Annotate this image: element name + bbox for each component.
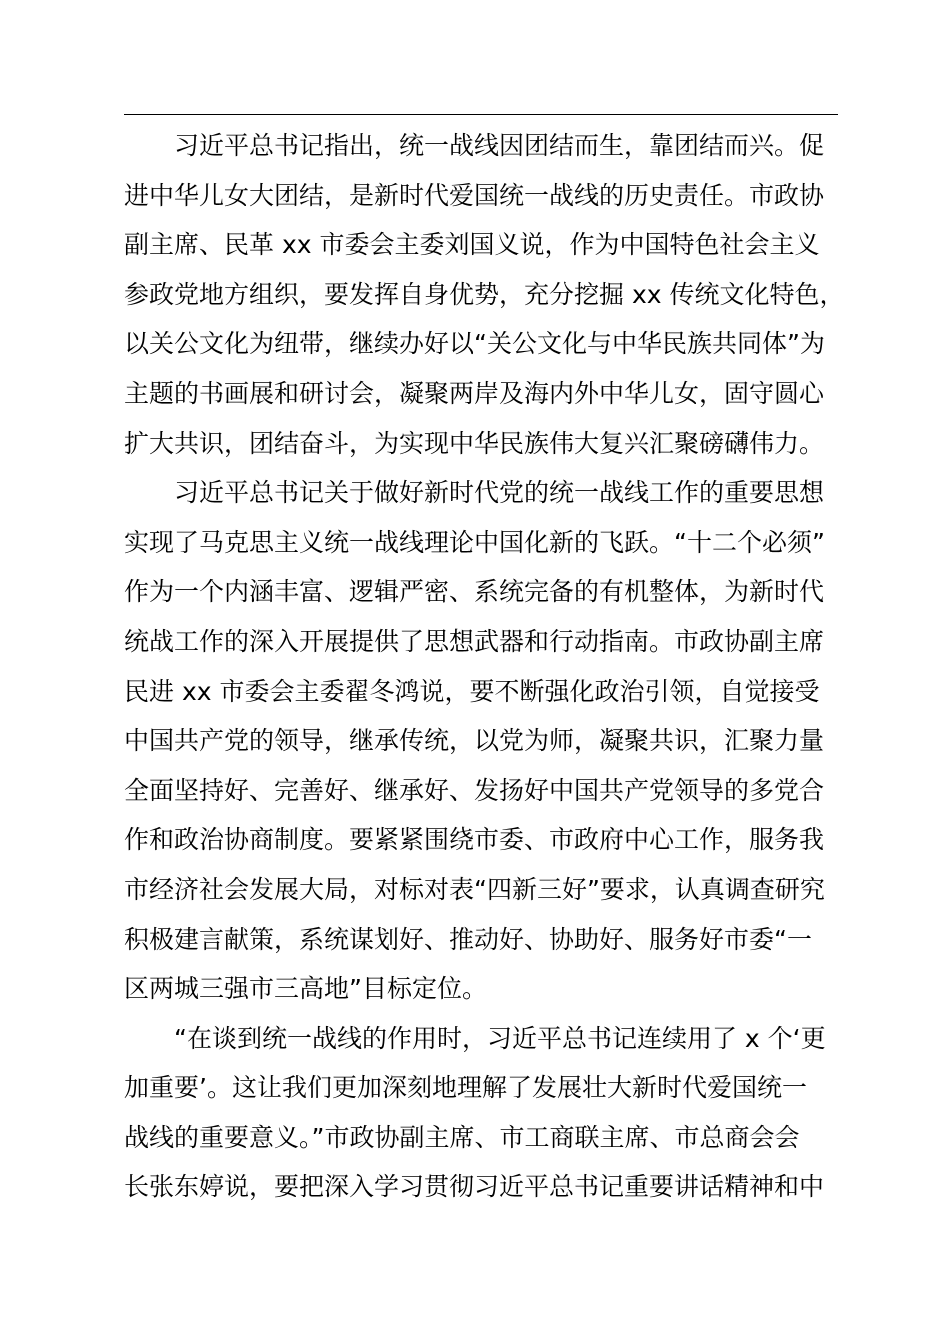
text-line: 习近平总书记指出，统一战线因团结而生，靠团结而兴。促 [174,131,825,160]
text-line: 作和政治协商制度。要紧紧围绕市委、市政府中心工作，服务我 [124,825,825,855]
text-line: 区两城三强市三高地”目标定位。 [124,974,487,1004]
text-line: 进中华儿女大团结，是新时代爱国统一战线的历史责任。市政协 [124,180,825,210]
text-line: 加重要’。这让我们更加深刻地理解了发展壮大新时代爱国统一 [124,1073,807,1103]
body-text [124,121,845,1212]
text-line: 战线的重要意义。”市政协副主席、市工商联主席、市总商会会 [124,1122,800,1152]
text-line: 扩大共识，团结奋斗，为实现中华民族伟大复兴汇聚磅礴伟力。 [124,428,825,458]
text-line: 习近平总书记关于做好新时代党的统一战线工作的重要思想 [174,478,825,508]
text-line: 副主席、民革 xx 市委会主委刘国义说，作为中国特色社会主义 [124,230,820,260]
text-line: 统战工作的深入开展提供了思想武器和行动指南。市政协副主席 [124,626,825,656]
text-line: 民进 xx 市委会主委翟冬鸿说，要不断强化政治引领，自觉接受 [124,676,820,706]
text-line: 中国共产党的领导，继承传统，以党为师，凝聚共识，汇聚力量 [124,726,825,756]
text-line: 积极建言献策，系统谋划好、推动好、协助好、服务好市委“一 [124,924,812,954]
text-line: 全面坚持好、完善好、继承好、发扬好中国共产党领导的多党合 [124,775,825,805]
text-line: 作为一个内涵丰富、逻辑严密、系统完备的有机整体，为新时代 [124,577,825,607]
text-line: 长张东婷说，要把深入学习贯彻习近平总书记重要讲话精神和中 [124,1172,825,1202]
text-line: 实现了马克思主义统一战线理论中国化新的飞跃。“十二个必须” [124,527,825,557]
header-rule [124,114,838,115]
text-line: “在谈到统一战线的作用时，习近平总书记连续用了 x 个‘更 [174,1023,826,1053]
text-line: 参政党地方组织，要发挥自身优势，充分挖掘 xx 传统文化特色， [124,279,845,309]
paragraph-1 [124,121,845,468]
text-line: 市经济社会发展大局，对标对表“四新三好”要求，认真调查研究 [124,874,825,904]
text-line: 以关公文化为纽带，继续办好以“关公文化与中华民族共同体”为 [124,329,825,359]
text-line: 主题的书画展和研讨会，凝聚两岸及海内外中华儿女，固守圆心 [124,378,825,408]
paragraph-2 [124,468,838,1014]
paragraph-3 [124,1014,838,1212]
